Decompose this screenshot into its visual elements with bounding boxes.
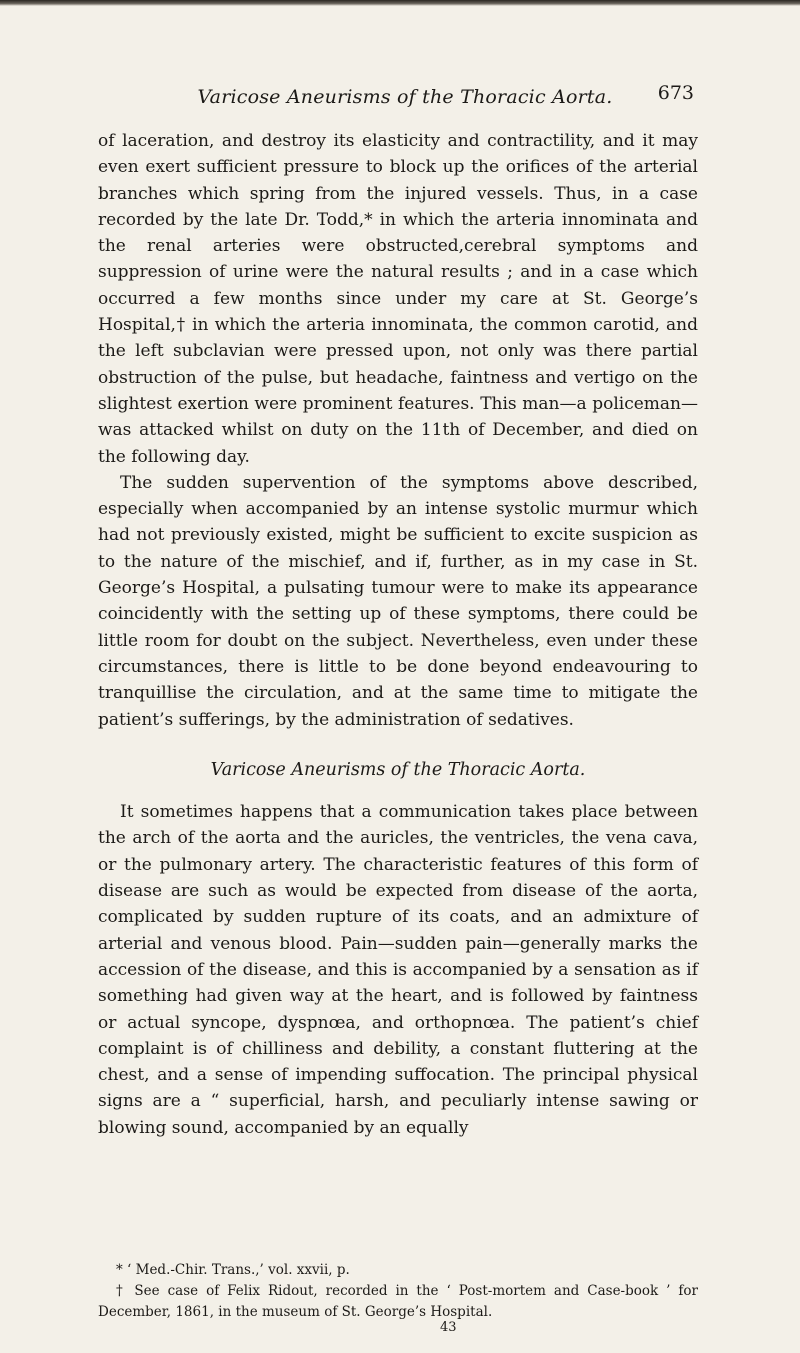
footnotes (98, 1260, 698, 1323)
paragraph: of laceration, and destroy its elasticity and contractility, and it may even exert sufficient pressure to block up the orifices of the arterial branches which spring from the injured vessels. Thus, in a case recorded by the late Dr. Todd,* in which the arteria innominata and the renal arteries were obstructed,cerebral symptoms and suppression of urine were the natural results ; and in a case which occurred a few months since under my care at St. George’s Hospital,† in which the arteria innominata, the common carotid, and the left subclavian were pressed upon, not only was there partial obstruction of the pulse, but headache, faintness and vertigo on the slightest exertion were prominent features. This man—a policeman—was attacked whilst on duty on the 11th of December, and died on the following day. (98, 131, 698, 467)
running-header (118, 82, 694, 116)
footnote: † See case of Felix Ridout, recorded in the ‘ Post-mortem and Case-book ’ for December, 1861, in the museum of St. George’s Hospital. (98, 1283, 698, 1320)
footnote: * ‘ Med.-Chir. Trans.,’ vol. xxvii, p. (116, 1262, 350, 1278)
paragraph: The sudden supervention of the symptoms above described, especially when accompanied by an intense systolic murmur which had not previously existed, might be sufficient to excite suspicion as to the nature of the mischief, and if, further, as in my case in St. George’s Hospital, a pulsating tumour were to make its appearance coincidently with the setting up of these symptoms, there could be little room for doubt on the subject. Nevertheless, even under these circumstances, there is little to be done beyond endeavouring to tranquillise the circulation, and at the same time to mitigate the patient’s sufferings, by the administration of sedatives. (98, 472, 698, 730)
page-top-edge (0, 0, 800, 6)
body-text (98, 128, 698, 1141)
page-number: 673 (657, 82, 694, 104)
paragraph: It sometimes happens that a communication takes place between the arch of the aorta and the auricles, the ventricles, the vena cava, or the pulmonary artery. The characteristic features of this form of disease are such as would be expected from disease of the aorta, complicated by sudden rupture of its coats, and an admixture of arterial and venous blood. Pain—sudden pain—generally marks the accession of the disease, and this is accompanied by a sensation as if something had given way at the heart, and is followed by faintness or actual syncope, dyspnœa, and orthopnœa. The patient’s chief complaint is of chilliness and debility, a constant fluttering at the chest, and a sense of impending suffocation. The principal physical signs are a “ superficial, harsh, and peculiarly intense sawing or blowing sound, accompanied by an equally (98, 802, 698, 1138)
section-heading: Varicose Aneurisms of the Thoracic Aorta. (210, 759, 586, 780)
running-title: Varicose Aneurisms of the Thoracic Aorta. (197, 86, 613, 108)
signature-mark: 43 (440, 1320, 457, 1335)
